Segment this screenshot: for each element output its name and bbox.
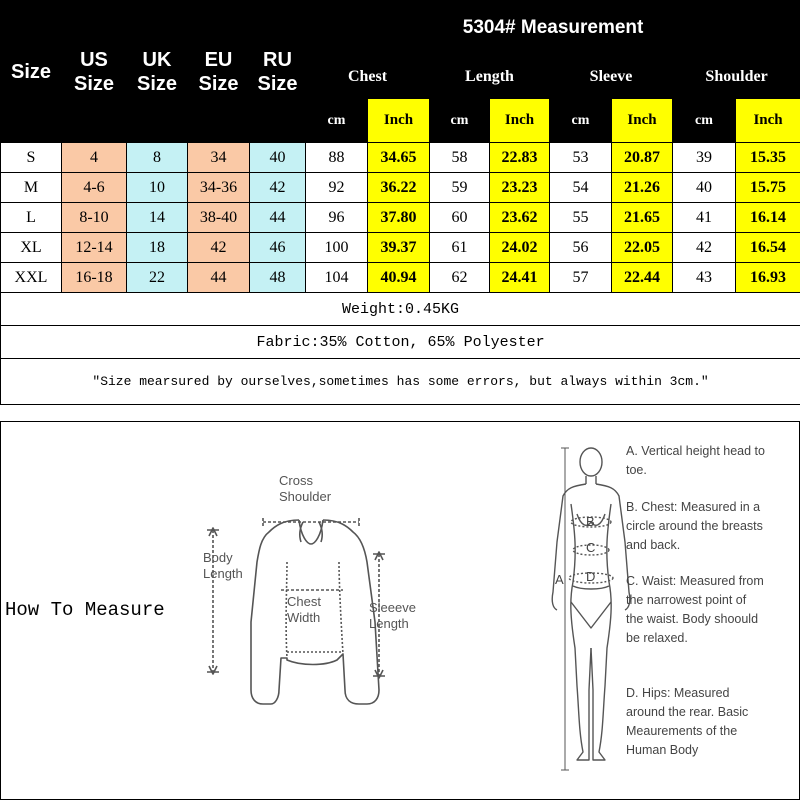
shoulder-inch-cell: 16.93 (736, 263, 800, 293)
sleeve-cm-cell: 57 (550, 263, 612, 293)
length-cm-cell: 61 (430, 233, 490, 263)
sleeve-length-label: Sleeeve Length (369, 600, 416, 631)
sleeve-inch-cell: 22.44 (612, 263, 673, 293)
length-header: Length (430, 56, 550, 99)
uk-size-cell: 10 (127, 173, 188, 203)
shoulder-cm-cell: 39 (673, 143, 736, 173)
chest-width-label: Chest Width (287, 594, 321, 625)
chest-inch-cell: 39.37 (368, 233, 430, 263)
legend-a: A. Vertical height head to toe. (626, 444, 765, 477)
ru-size-cell: 42 (250, 173, 306, 203)
chest-cm-cell: 96 (306, 203, 368, 233)
eu-size-cell: 34-36 (188, 173, 250, 203)
legend-c: C. Waist: Measured from the narrowest point of the waist. Body shoould be relaxed. (626, 574, 764, 645)
eu-size-cell: 44 (188, 263, 250, 293)
length-cm-cell: 62 (430, 263, 490, 293)
us-size-cell: 12-14 (62, 233, 127, 263)
table-row (1, 233, 800, 263)
eu-size-cell: 42 (188, 233, 250, 263)
fabric-note: Fabric:35% Cotton, 65% Polyester (1, 326, 800, 359)
letter-b: B (586, 514, 595, 529)
sleeve-cm-cell: 53 (550, 143, 612, 173)
chest-inch-cell: 40.94 (368, 263, 430, 293)
length-inch-cell: 24.02 (490, 233, 550, 263)
size-cell: M (1, 173, 62, 203)
uk-size-cell: 14 (127, 203, 188, 233)
length-inch-cell: 23.62 (490, 203, 550, 233)
chest-cm-cell: 104 (306, 263, 368, 293)
unit-inch: Inch (612, 99, 673, 143)
eu-size-cell: 38-40 (188, 203, 250, 233)
sleeve-inch-cell: 21.65 (612, 203, 673, 233)
chest-cm-cell: 88 (306, 143, 368, 173)
size-cell: XXL (1, 263, 62, 293)
letter-a: A (555, 572, 564, 587)
sleeve-inch-cell: 22.05 (612, 233, 673, 263)
unit-inch: Inch (736, 99, 800, 143)
length-inch-cell: 22.83 (490, 143, 550, 173)
legend-b: B. Chest: Measured in a circle around the breasts and back. (626, 500, 763, 552)
length-cm-cell: 58 (430, 143, 490, 173)
shoulder-inch-cell: 16.54 (736, 233, 800, 263)
sleeve-cm-cell: 55 (550, 203, 612, 233)
body-length-label: Body Length (203, 550, 243, 581)
measurement-title: 5304# Measurement (306, 1, 800, 56)
unit-inch: Inch (490, 99, 550, 143)
shoulder-inch-cell: 15.75 (736, 173, 800, 203)
letter-d: D (586, 569, 596, 584)
disclaimer-note: "Size mearsured by ourselves,sometimes has some errors, but always within 3cm." (1, 359, 800, 405)
unit-cm: cm (430, 99, 490, 143)
legend-d: D. Hips: Measured around the rear. Basic Meaurements of the Human Body (626, 686, 749, 757)
unit-cm: cm (550, 99, 612, 143)
shoulder-inch-cell: 15.35 (736, 143, 800, 173)
chest-inch-cell: 34.65 (368, 143, 430, 173)
ru-size-cell: 48 (250, 263, 306, 293)
human-body-figure (552, 448, 630, 770)
eu-size-cell: 34 (188, 143, 250, 173)
shoulder-inch-cell: 16.14 (736, 203, 800, 233)
table-row (1, 263, 800, 293)
length-inch-cell: 23.23 (490, 173, 550, 203)
table-row (1, 143, 800, 173)
weight-note: Weight:0.45KG (1, 293, 800, 326)
chest-cm-cell: 100 (306, 233, 368, 263)
how-to-measure-label: How To Measure (5, 599, 165, 621)
chest-cm-cell: 92 (306, 173, 368, 203)
sleeve-cm-cell: 56 (550, 233, 612, 263)
ru-size-cell: 44 (250, 203, 306, 233)
uk-size-cell: 18 (127, 233, 188, 263)
shoulder-cm-cell: 42 (673, 233, 736, 263)
unit-cm: cm (306, 99, 368, 143)
us-size-cell: 8-10 (62, 203, 127, 233)
ru-size-cell: 40 (250, 143, 306, 173)
how-to-measure-panel (0, 421, 800, 800)
sleeve-inch-cell: 21.26 (612, 173, 673, 203)
unit-cm: cm (673, 99, 736, 143)
shoulder-cm-cell: 40 (673, 173, 736, 203)
chest-inch-cell: 37.80 (368, 203, 430, 233)
us-size-header: US Size (62, 1, 127, 143)
length-cm-cell: 59 (430, 173, 490, 203)
shoulder-cm-cell: 43 (673, 263, 736, 293)
ru-size-cell: 46 (250, 233, 306, 263)
unit-inch: Inch (368, 99, 430, 143)
shoulder-header: Shoulder (673, 56, 800, 99)
table-row (1, 203, 800, 233)
sleeve-cm-cell: 54 (550, 173, 612, 203)
ru-size-header: RU Size (250, 1, 306, 143)
uk-size-cell: 22 (127, 263, 188, 293)
cross-shoulder-label: Cross Shoulder (279, 473, 332, 504)
length-cm-cell: 60 (430, 203, 490, 233)
size-cell: L (1, 203, 62, 233)
size-header: Size (1, 1, 62, 143)
chest-header: Chest (306, 56, 430, 99)
size-cell: S (1, 143, 62, 173)
size-cell: XL (1, 233, 62, 263)
uk-size-cell: 8 (127, 143, 188, 173)
uk-size-header: UK Size (127, 1, 188, 143)
chest-inch-cell: 36.22 (368, 173, 430, 203)
us-size-cell: 4-6 (62, 173, 127, 203)
sleeve-inch-cell: 20.87 (612, 143, 673, 173)
sleeve-header: Sleeve (550, 56, 673, 99)
table-row (1, 173, 800, 203)
us-size-cell: 4 (62, 143, 127, 173)
letter-c: C (586, 540, 596, 555)
length-inch-cell: 24.41 (490, 263, 550, 293)
us-size-cell: 16-18 (62, 263, 127, 293)
eu-size-header: EU Size (188, 1, 250, 143)
shoulder-cm-cell: 41 (673, 203, 736, 233)
